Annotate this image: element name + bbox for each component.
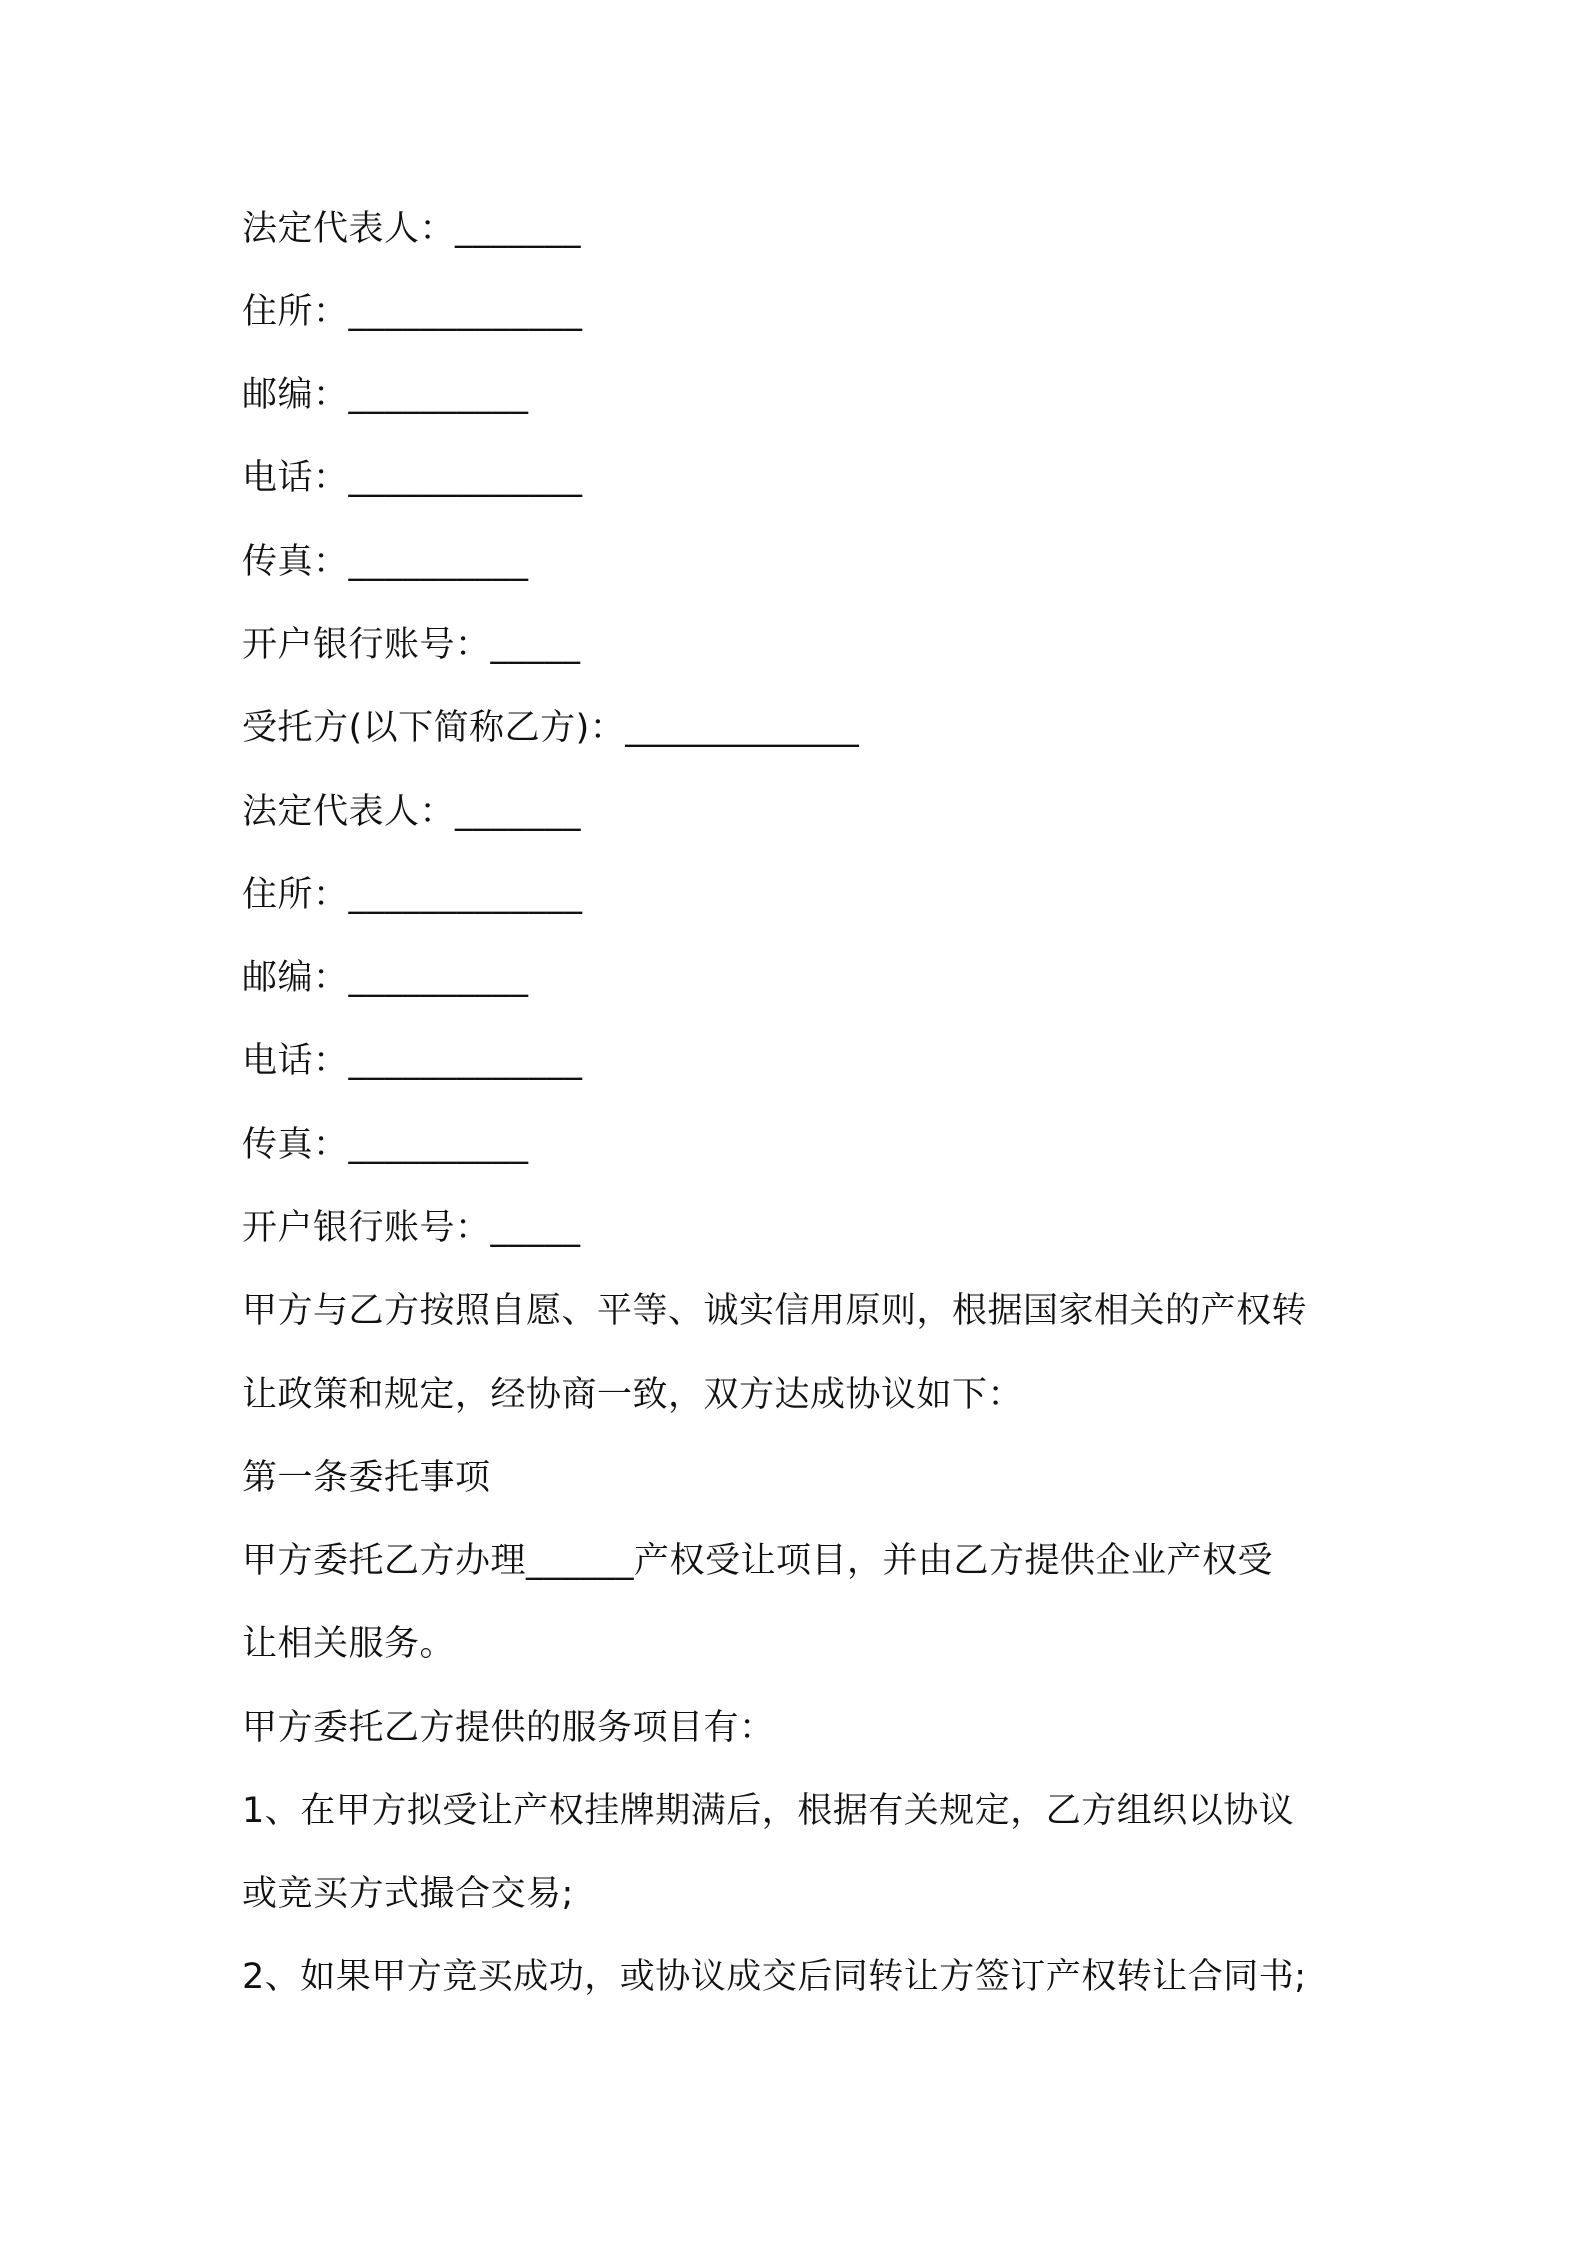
article-one-text-line-2: 让相关服务。 — [242, 1624, 456, 1664]
service-item-1-line-2: 或竞买方式撮合交易; — [242, 1874, 574, 1914]
service-items-intro: 甲方委托乙方提供的服务项目有： — [242, 1708, 775, 1748]
client-fax-line: 传真：__________ — [242, 542, 529, 582]
article-one-heading: 第一条委托事项 — [242, 1458, 491, 1498]
trustee-bank-account-line: 开户银行账号：_____ — [242, 1208, 581, 1248]
preamble-line-1: 甲方与乙方按照自愿、平等、诚实信用原则，根据国家相关的产权转 — [242, 1291, 1308, 1331]
client-address-line: 住所：_____________ — [242, 292, 583, 332]
trustee-phone-line: 电话：_____________ — [242, 1041, 583, 1081]
client-phone-line: 电话：_____________ — [242, 458, 583, 498]
preamble-line-2: 让政策和规定，经协商一致，双方达成协议如下： — [242, 1375, 1024, 1415]
service-item-1-line-1: 1、在甲方拟受让产权挂牌期满后，根据有关规定，乙方组织以协议 — [242, 1791, 1295, 1831]
service-item-2-line-1: 2、如果甲方竞买成功，或协议成交后同转让方签订产权转让合同书; — [242, 1957, 1307, 1997]
trustee-postcode-line: 邮编：__________ — [242, 958, 529, 998]
trustee-fax-line: 传真：__________ — [242, 1125, 529, 1165]
trustee-address-line: 住所：_____________ — [242, 875, 583, 915]
trustee-legal-representative-line: 法定代表人：_______ — [242, 792, 582, 832]
trustee-party-line: 受托方(以下简称乙方)：_____________ — [242, 708, 860, 748]
client-bank-account-line: 开户银行账号：_____ — [242, 625, 581, 665]
article-one-text-line-1: 甲方委托乙方办理______产权受让项目，并由乙方提供企业产权受 — [242, 1541, 1274, 1581]
client-legal-representative-line: 法定代表人：_______ — [242, 209, 582, 249]
client-postcode-line: 邮编：__________ — [242, 375, 529, 415]
